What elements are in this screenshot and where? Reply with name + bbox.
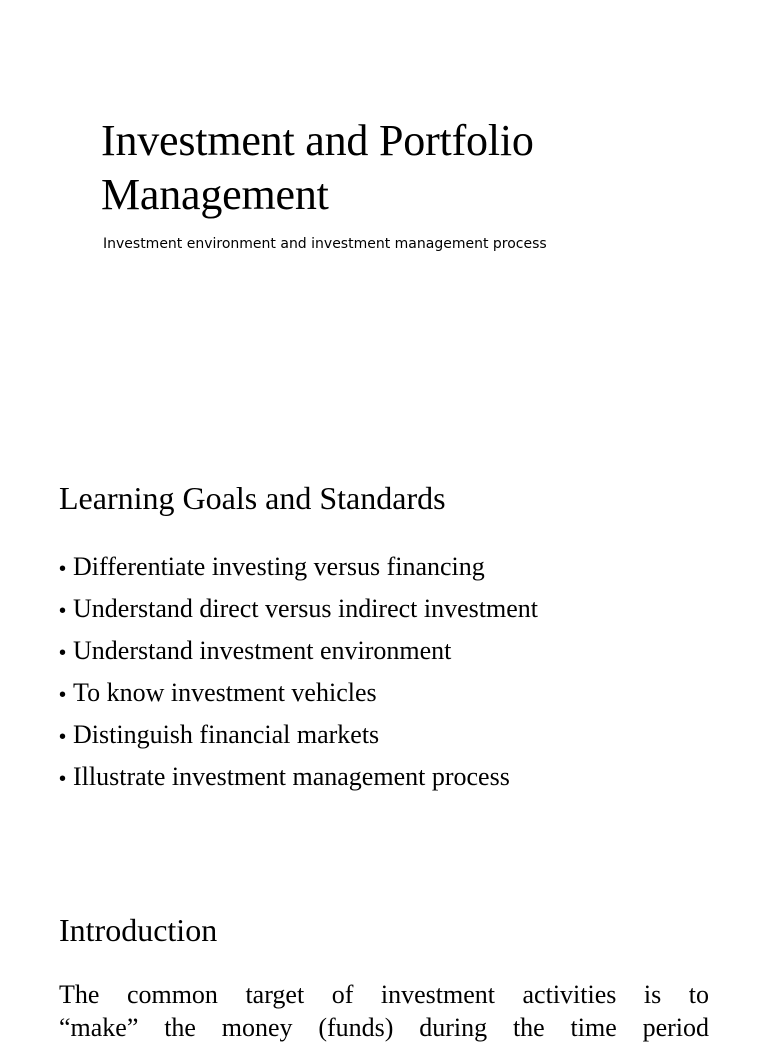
learning-goals-heading: Learning Goals and Standards — [59, 480, 446, 516]
list-item — [59, 715, 739, 757]
bullet-icon: • — [59, 600, 67, 622]
learning-goals-list — [59, 547, 739, 799]
list-item-text: Understand investment environment — [73, 636, 452, 665]
list-item — [59, 757, 739, 799]
introduction-body — [59, 978, 709, 1044]
introduction-body-line-2: “make” the money (funds) during the time period — [59, 1013, 709, 1042]
bullet-icon: • — [59, 558, 67, 580]
list-item — [59, 589, 739, 631]
introduction-body-line-1: The common target of investment activities is to — [59, 980, 709, 1009]
bullet-icon: • — [59, 642, 67, 664]
introduction-heading: Introduction — [59, 912, 218, 948]
main-title-line-2: Management — [101, 170, 329, 219]
main-title-line-1: Investment and Portfolio — [101, 116, 534, 165]
list-item-text: Distinguish financial markets — [73, 720, 380, 749]
list-item-text: Differentiate investing versus financing — [73, 552, 485, 581]
list-item — [59, 547, 739, 589]
main-title — [101, 114, 741, 222]
subtitle: Investment environment and investment management process — [103, 236, 547, 252]
bullet-icon: • — [59, 726, 67, 748]
list-item-text: Illustrate investment management process — [73, 762, 510, 791]
list-item-text: Understand direct versus indirect investment — [73, 594, 538, 623]
list-item — [59, 673, 739, 715]
bullet-icon: • — [59, 684, 67, 706]
bullet-icon: • — [59, 768, 67, 790]
list-item-text: To know investment vehicles — [73, 678, 377, 707]
learning-goals-slide — [59, 476, 739, 799]
list-item — [59, 631, 739, 673]
title-slide — [101, 114, 741, 254]
introduction-slide — [59, 908, 709, 1044]
